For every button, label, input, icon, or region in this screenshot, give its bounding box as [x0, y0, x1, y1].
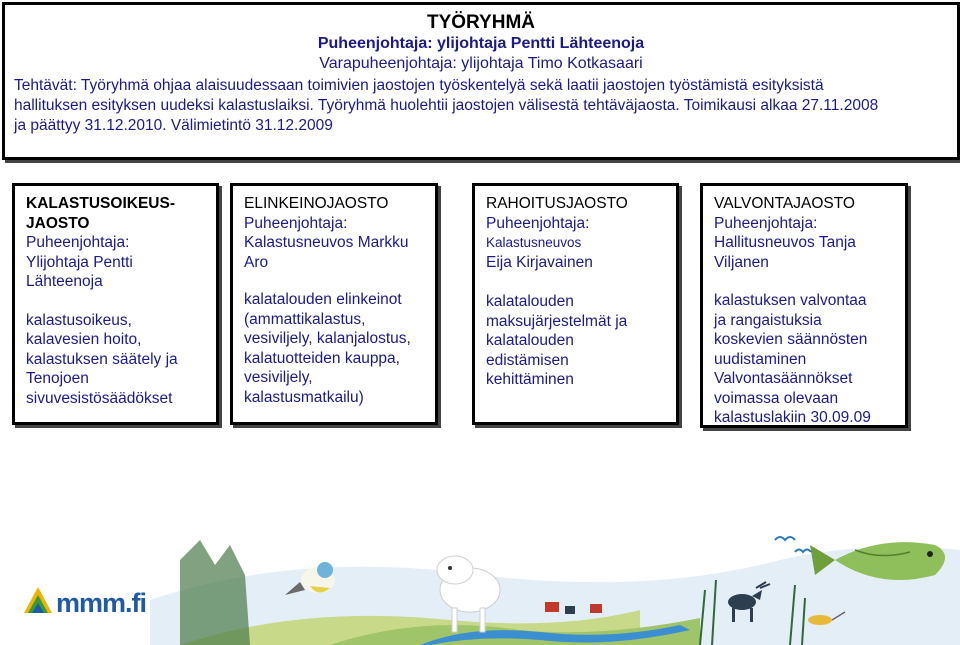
- subgroup-control: [700, 183, 908, 428]
- subgroup-name: [714, 194, 897, 214]
- task-line: kalastusmatkailu): [244, 388, 364, 406]
- tasks-line: hallituksen esityksen uudeksi kalastuslaiksi. Työryhmä huolehtii jaostojen välisestä tehtäväjaosta. Toimikausi alkaa 27.11.2008: [14, 97, 879, 114]
- chair-line: Aro: [244, 253, 269, 271]
- task-line: kalatalouden elinkeinot: [244, 291, 402, 308]
- task-line: koskevien säännösten: [714, 331, 868, 348]
- subgroup-tasks: [714, 291, 897, 428]
- subgroup-name-line: VALVONTAJAOSTO: [714, 195, 855, 212]
- task-line: kalatalouden: [486, 332, 574, 349]
- task-line: vesiviljely, kalanjalostus,: [244, 330, 411, 347]
- task-line: kalastuksen säätely ja: [26, 350, 178, 368]
- chair-line: Ylijohtaja Pentti: [26, 253, 133, 271]
- subgroup-chair-label: Puheenjohtaja:: [714, 214, 818, 232]
- task-line: uudistaminen: [714, 350, 807, 368]
- subgroup-chair-label: Puheenjohtaja:: [486, 214, 590, 232]
- task-line: kalatalouden: [486, 293, 574, 310]
- task-line: Valvontasäännökset: [714, 370, 853, 387]
- subgroup-chair-name: [486, 233, 668, 272]
- working-group-tasks: [14, 76, 949, 136]
- subgroup-chair-name: [714, 233, 897, 272]
- task-line: kalastuslakiin 30.09.09: [714, 409, 871, 426]
- tasks-line: Tehtävät: Työryhmä ohjaa alaisuudessaan toimivien jaostojen työskentelyä sekä laatii jaostojen työstämistä esityksistä: [14, 77, 824, 94]
- subgroup-tasks: [244, 290, 427, 407]
- task-line: kalastusoikeus,: [26, 311, 132, 329]
- footer-landscape-illustration: [0, 520, 960, 645]
- subgroup-name-line: RAHOITUSJAOSTO: [486, 195, 628, 212]
- task-line: edistämisen: [486, 351, 569, 369]
- subgroup-name: [26, 194, 208, 233]
- chair-line: Lähteenoja: [26, 273, 103, 290]
- task-line: vesiviljely,: [244, 369, 313, 386]
- subgroup-tasks: [26, 311, 208, 409]
- working-group-chair: Puheenjohtaja: ylijohtaja Pentti Lähteenoja: [317, 35, 645, 52]
- subgroup-tasks: [486, 292, 668, 390]
- subgroup-livelihood: [230, 183, 438, 425]
- task-line: (ammattikalastus,: [244, 310, 366, 328]
- task-line: kehittäminen: [486, 371, 574, 388]
- subgroup-name-line: ELINKEINOJAOSTO: [244, 195, 389, 212]
- chair-line: Kalastusneuvos: [486, 235, 582, 250]
- subgroup-name: [486, 194, 668, 214]
- chair-line: Kalastusneuvos Markku: [244, 234, 409, 251]
- tasks-line: ja päättyy 31.12.2010. Välimietintö 31.12.2009: [14, 117, 333, 134]
- task-line: Tenojoen: [26, 370, 89, 387]
- chair-line: Eija Kirjavainen: [486, 253, 593, 271]
- chair-line: Hallitusneuvos Tanja: [714, 234, 856, 251]
- task-line: kalastuksen valvontaa: [714, 292, 867, 309]
- subgroup-name: [244, 194, 427, 214]
- subgroup-fishing-rights: [12, 183, 219, 425]
- working-group-vice-chair: Varapuheenjohtaja: ylijohtaja Timo Kotkasaari: [319, 55, 643, 72]
- forest-shape: [180, 540, 250, 645]
- subgroup-name-line: JAOSTO: [26, 214, 90, 232]
- task-line: sivuvesistösäädökset: [26, 389, 173, 407]
- subgroup-chair-label: Puheenjohtaja:: [26, 234, 130, 251]
- subgroup-chair-name: [244, 233, 427, 272]
- working-group-box: [2, 2, 960, 160]
- chair-line: Viljanen: [714, 253, 769, 271]
- task-line: maksujärjestelmät ja: [486, 312, 628, 330]
- mmm-logo-icon: [22, 585, 54, 615]
- task-line: voimassa olevaan: [714, 389, 839, 407]
- flying-birds-icon: [775, 537, 811, 552]
- subgroup-chair-name: [26, 253, 208, 292]
- subgroup-name-line: KALASTUSOIKEUS-: [26, 195, 175, 212]
- subgroup-financing: [472, 183, 679, 425]
- task-line: kalavesien hoito,: [26, 331, 142, 348]
- task-line: ja rangaistuksia: [714, 311, 822, 329]
- logo-text: mmm.fi: [56, 588, 147, 618]
- subgroup-chair-label: Puheenjohtaja:: [244, 214, 348, 232]
- working-group-title: TYÖRYHMÄ: [426, 12, 536, 33]
- task-line: kalatuotteiden kauppa,: [244, 349, 400, 367]
